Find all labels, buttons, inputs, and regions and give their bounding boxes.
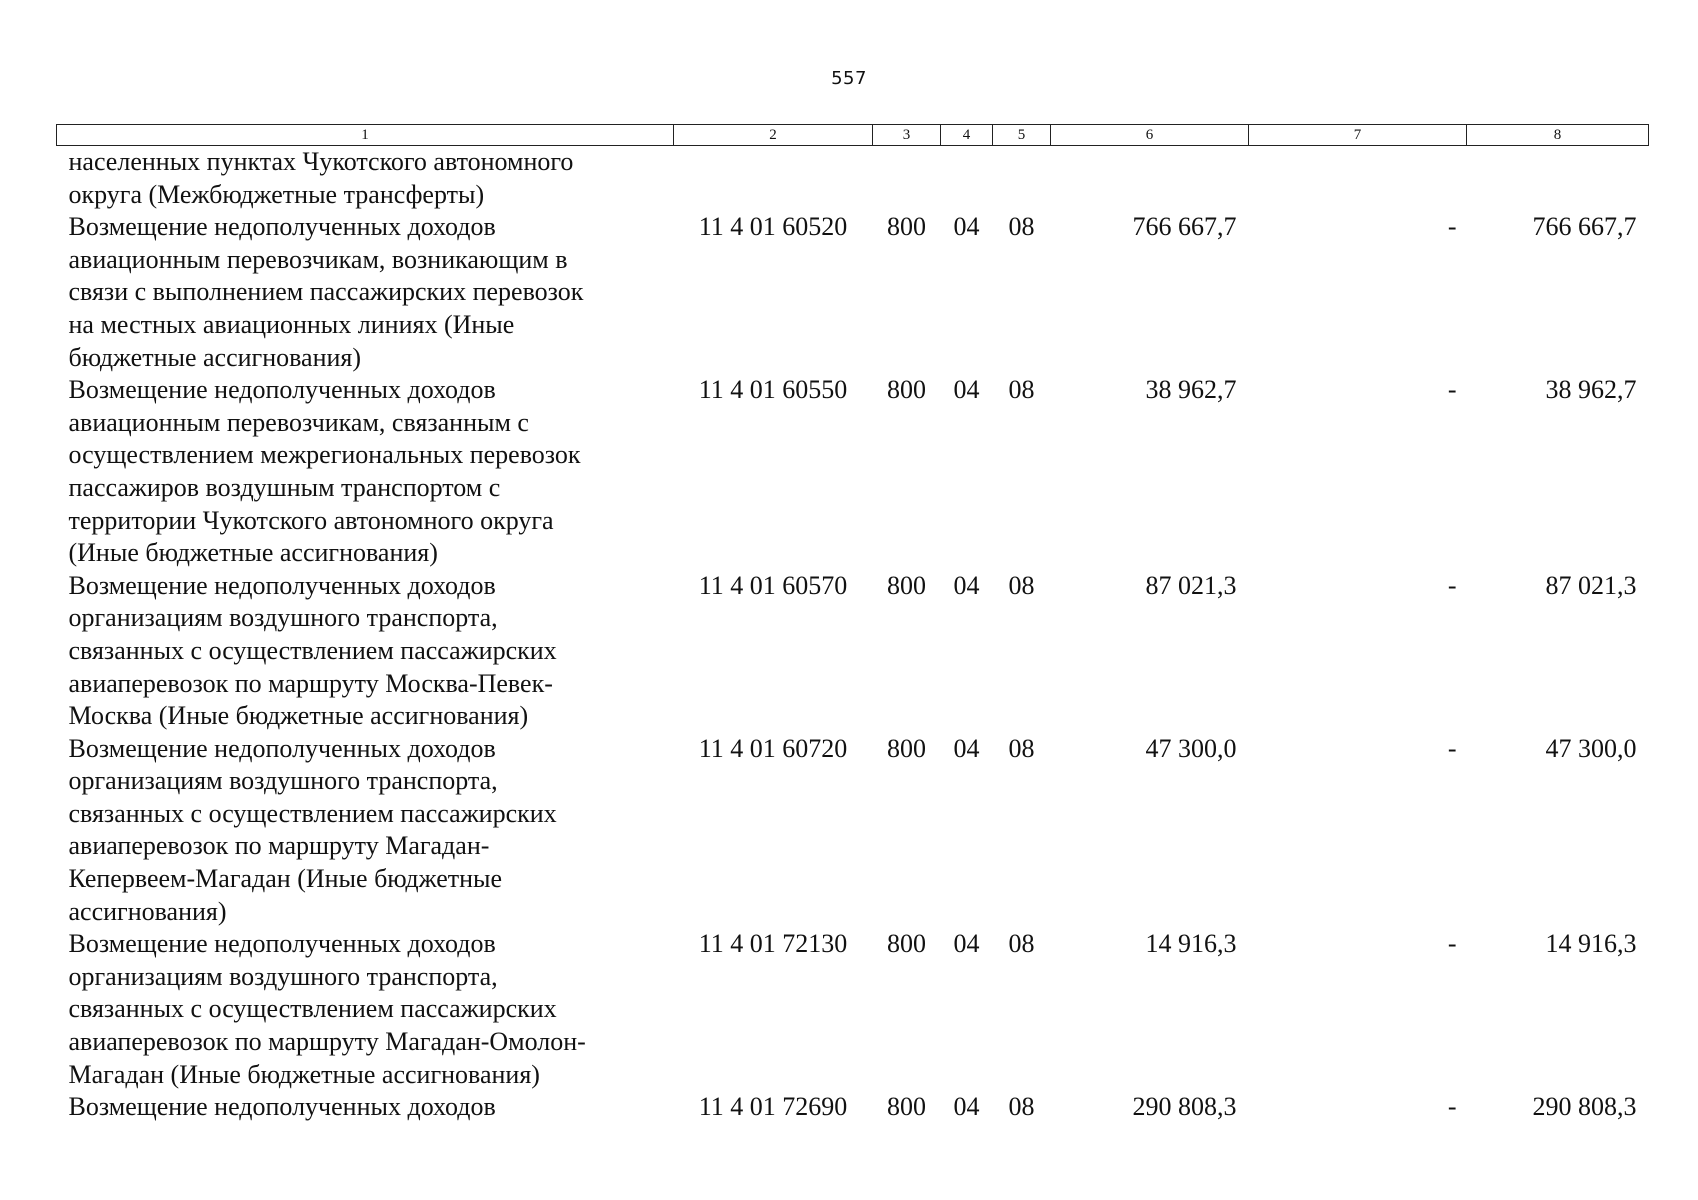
row-expense-type: 800: [887, 1092, 926, 1122]
row-name-line: на местных авиационных линиях (Иные: [68, 309, 515, 339]
row-amount-col7: [1249, 146, 1467, 212]
table-row: [57, 1091, 1649, 1124]
row-name-line: пассажиров воздушным транспортом с: [68, 472, 501, 502]
column-number-row: [57, 125, 1649, 146]
row-name-line: Возмещение недополученных доходов: [68, 733, 496, 763]
column-header-8: 8: [1467, 125, 1649, 146]
row-name-line: авиаперевозок по маршруту Москва-Певек-: [68, 668, 553, 698]
table-row: [57, 146, 1649, 212]
row-target-code: 11 4 01 72130: [698, 929, 848, 959]
row-amount-col7: -: [1447, 929, 1457, 959]
row-expense-type: 800: [887, 212, 926, 242]
row-section: 04: [953, 375, 980, 405]
row-subsection: 08: [1008, 733, 1035, 763]
column-header-2: 2: [674, 125, 873, 146]
table-row: [57, 928, 1649, 1091]
row-amount-col8: 38 962,7: [1545, 375, 1637, 405]
row-name-line: организациям воздушного транспорта,: [68, 961, 498, 991]
row-expense-type: 800: [887, 375, 926, 405]
row-name-line: связи с выполнением пассажирских перевозок: [68, 277, 584, 307]
table-row: [57, 211, 1649, 374]
row-name: [57, 570, 674, 733]
row-name-line: организациям воздушного транспорта,: [68, 603, 498, 633]
row-subsection: 08: [1008, 375, 1035, 405]
row-amount-col8: 87 021,3: [1545, 570, 1637, 600]
row-name: [57, 1091, 674, 1124]
row-subsection: [993, 146, 1051, 212]
row-subsection: 08: [1008, 1092, 1035, 1122]
row-name-line: авиационным перевозчикам, возникающим в: [68, 244, 568, 274]
row-section: 04: [953, 212, 980, 242]
row-name-line: связанных с осуществлением пассажирских: [68, 994, 557, 1024]
row-target-code: 11 4 01 60720: [698, 733, 848, 763]
row-amount-col8: [1467, 146, 1649, 212]
row-name-line: территории Чукотского автономного округа: [68, 505, 554, 535]
row-expense-type: 800: [887, 733, 926, 763]
row-section: 04: [953, 1092, 980, 1122]
table-row: [57, 374, 1649, 570]
row-target-code: [674, 146, 873, 212]
row-subsection: 08: [1008, 570, 1035, 600]
table-header: [57, 125, 1649, 146]
row-amount-col8: 47 300,0: [1545, 733, 1637, 763]
row-amount-col6: 290 808,3: [1132, 1092, 1237, 1122]
budget-table: [56, 124, 1649, 1124]
row-amount-col7: -: [1447, 570, 1457, 600]
row-section: 04: [953, 733, 980, 763]
row-name-line: авиаперевозок по маршруту Магадан-Омолон-: [68, 1027, 586, 1057]
row-expense-type: 800: [887, 929, 926, 959]
table-row: [57, 733, 1649, 929]
row-section: [941, 146, 993, 212]
row-amount-col6: 14 916,3: [1145, 929, 1237, 959]
column-header-7: 7: [1249, 125, 1467, 146]
page-number: 557: [831, 68, 867, 89]
row-subsection: 08: [1008, 929, 1035, 959]
column-header-1: 1: [57, 125, 674, 146]
row-name: [57, 733, 674, 929]
row-name-line: осуществлением межрегиональных перевозок: [68, 440, 581, 470]
table-row: [57, 570, 1649, 733]
column-header-4: 4: [941, 125, 993, 146]
row-amount-col6: 47 300,0: [1145, 733, 1237, 763]
row-name-line: Возмещение недополученных доходов: [68, 570, 496, 600]
row-amount-col7: -: [1447, 1092, 1457, 1122]
table-body: [57, 146, 1649, 1124]
row-name-line: связанных с осуществлением пассажирских: [68, 635, 557, 665]
row-name-line: Кепервеем-Магадан (Иные бюджетные: [68, 864, 503, 894]
row-amount-col7: -: [1447, 733, 1457, 763]
column-header-3: 3: [873, 125, 941, 146]
row-amount-col6: 38 962,7: [1145, 375, 1237, 405]
row-name-line: населенных пунктах Чукотского автономного: [68, 147, 574, 176]
row-name-line: Возмещение недополученных доходов: [68, 375, 496, 405]
row-amount-col7: -: [1447, 212, 1457, 242]
row-name-line: авиационным перевозчикам, связанным с: [68, 407, 529, 437]
row-amount-col6: [1051, 146, 1249, 212]
row-target-code: 11 4 01 60520: [698, 212, 848, 242]
row-expense-type: [873, 146, 941, 212]
row-name-line: авиаперевозок по маршруту Магадан-: [68, 831, 490, 861]
row-name: [57, 928, 674, 1091]
row-target-code: 11 4 01 60550: [698, 375, 848, 405]
row-name-line: организациям воздушного транспорта,: [68, 766, 498, 796]
row-subsection: 08: [1008, 212, 1035, 242]
row-amount-col8: 290 808,3: [1532, 1092, 1637, 1122]
row-amount-col6: 87 021,3: [1145, 570, 1237, 600]
row-amount-col8: 766 667,7: [1532, 212, 1637, 242]
row-expense-type: 800: [887, 570, 926, 600]
row-name-line: округа (Межбюджетные трансферты): [68, 179, 485, 209]
row-name-line: Москва (Иные бюджетные ассигнования): [68, 701, 529, 731]
row-name-line: ассигнования): [68, 896, 227, 926]
row-name-line: Возмещение недополученных доходов: [68, 212, 496, 242]
row-name-line: бюджетные ассигнования): [68, 342, 362, 372]
column-header-6: 6: [1051, 125, 1249, 146]
row-section: 04: [953, 570, 980, 600]
row-amount-col8: 14 916,3: [1545, 929, 1637, 959]
row-target-code: 11 4 01 60570: [698, 570, 848, 600]
column-header-5: 5: [993, 125, 1051, 146]
row-name-line: Возмещение недополученных доходов: [68, 929, 496, 959]
row-name-line: Возмещение недополученных доходов: [68, 1092, 496, 1122]
row-amount-col7: -: [1447, 375, 1457, 405]
row-target-code: 11 4 01 72690: [698, 1092, 848, 1122]
row-name-line: Магадан (Иные бюджетные ассигнования): [68, 1059, 540, 1089]
row-amount-col6: 766 667,7: [1132, 212, 1237, 242]
row-name-line: (Иные бюджетные ассигнования): [68, 538, 438, 568]
row-name: [57, 211, 674, 374]
row-name-line: связанных с осуществлением пассажирских: [68, 798, 557, 828]
row-name: [57, 146, 674, 212]
row-section: 04: [953, 929, 980, 959]
row-name: [57, 374, 674, 570]
